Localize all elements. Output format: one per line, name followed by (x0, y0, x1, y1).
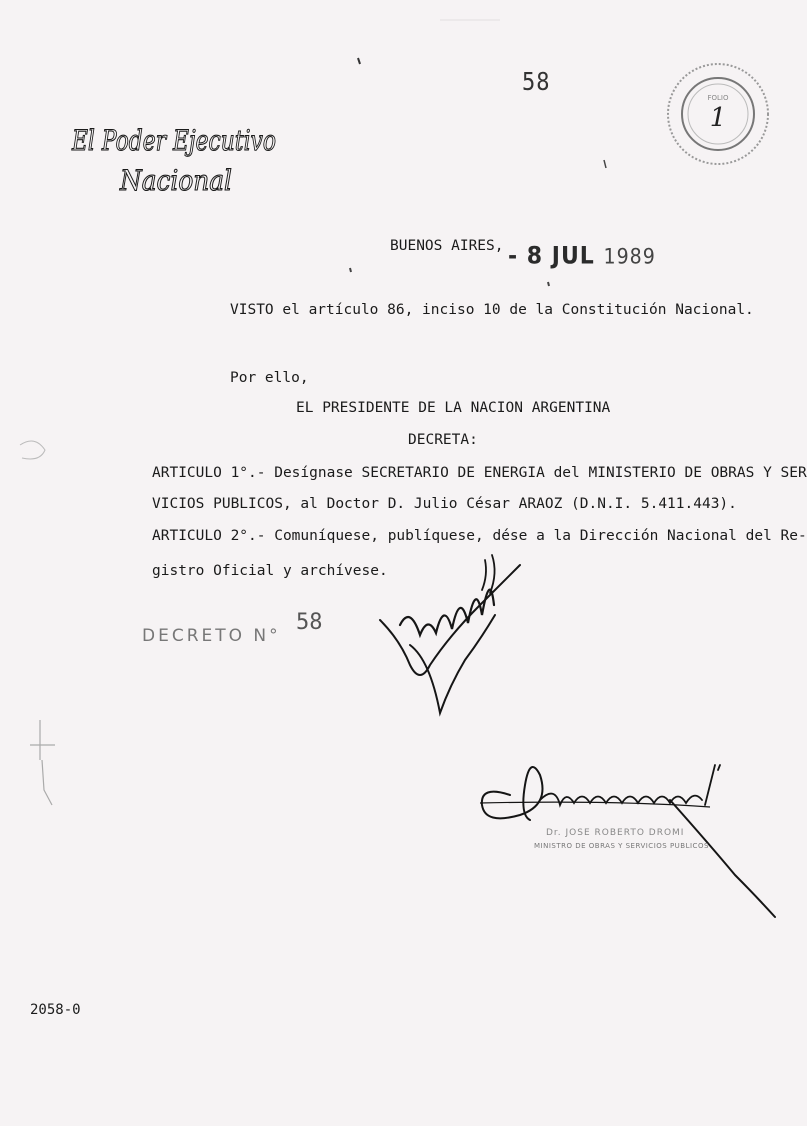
place-label: BUENOS AIRES, (390, 238, 504, 254)
margin-mark (604, 160, 606, 168)
decreto-stamp-number: 58 (296, 610, 323, 635)
presidential-signature (370, 545, 540, 720)
letterhead (70, 112, 290, 202)
date-year: 1989 (603, 244, 656, 270)
minister-name-stamp: Dr. JOSE ROBERTO DROMI (546, 828, 685, 838)
por-ello-line: Por ello, (230, 370, 309, 386)
letterhead-line2: Nacional (119, 164, 232, 197)
articulo2-line2: gistro Oficial y archívese. (152, 563, 388, 579)
articulo2-line1: ARTICULO 2°.- Comuníquese, publíquese, dése a la Dirección Nacional del Re- (152, 528, 807, 544)
articulo1-line1: ARTICULO 1°.- Desígnase SECRETARIO DE ENERGIA del MINISTERIO DE OBRAS Y SER (152, 465, 807, 481)
decreto-stamp-label: DECRETO N° (142, 626, 281, 646)
date-day-month: - 8 JUL (508, 242, 595, 271)
folio-number: 58 (522, 68, 551, 97)
folio-seal-label: FOLIO (707, 94, 729, 102)
margin-mark (548, 282, 549, 286)
margin-mark (350, 268, 351, 272)
folio-seal-number: 1 (709, 103, 727, 133)
minister-title-stamp: MINISTRO DE OBRAS Y SERVICIOS PUBLICOS (534, 842, 709, 850)
letterhead-line1: El Poder Ejecutivo (71, 124, 276, 157)
margin-mark (30, 720, 55, 805)
articulo1-line2: VICIOS PUBLICOS, al Doctor D. Julio César ARAOZ (D.N.I. 5.411.443). (152, 496, 737, 512)
document-code: 2058-0 (30, 1002, 81, 1018)
margin-mark (20, 441, 45, 459)
presidente-line: EL PRESIDENTE DE LA NACION ARGENTINA (296, 400, 611, 416)
decreta-heading: DECRETA: (408, 432, 478, 448)
date-stamp (508, 243, 656, 271)
visto-line: VISTO el artículo 86, inciso 10 de la Constitución Nacional. (230, 302, 754, 318)
folio-seal (664, 60, 772, 168)
margin-mark (358, 58, 360, 64)
